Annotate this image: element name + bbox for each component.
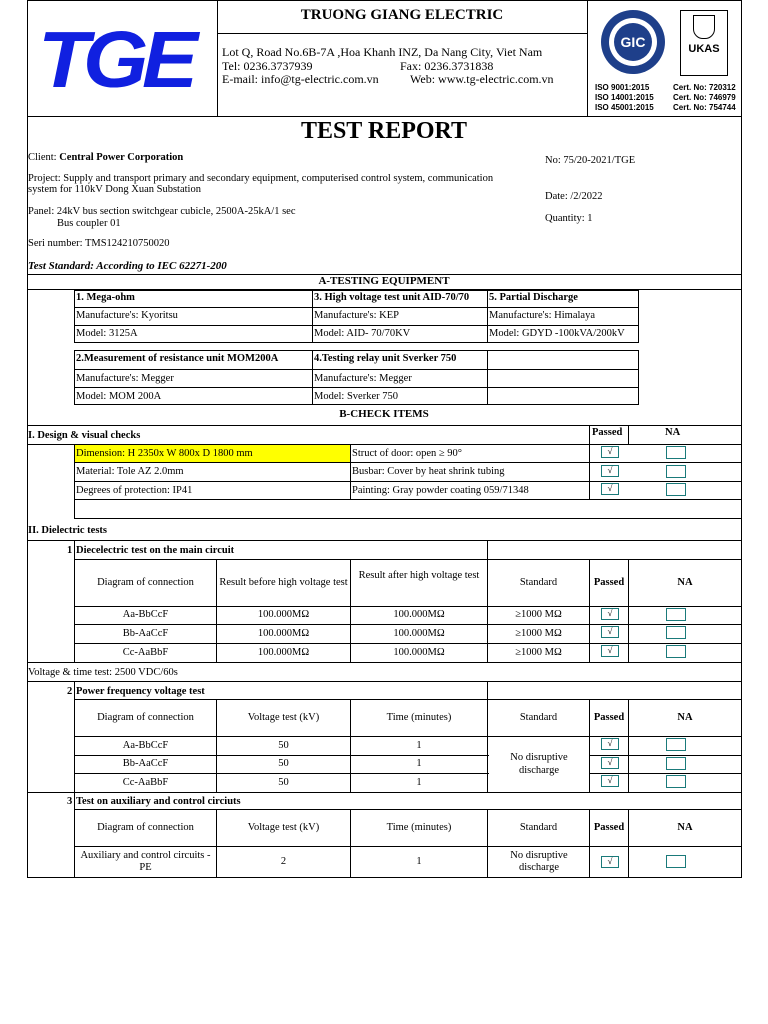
report-number: No: 75/20-2021/TGE <box>545 155 636 166</box>
table-cell: 50 <box>278 776 289 788</box>
gic-cert-logo: GIC <box>601 10 665 74</box>
na-checkbox[interactable] <box>666 855 686 868</box>
header-divider <box>217 33 587 34</box>
equipment-manufacturer: Manufacture's: Himalaya <box>489 310 595 321</box>
equipment-model: Model: GDYD -100kVA/200kV <box>489 328 625 339</box>
passed-checkbox[interactable]: √ <box>601 645 619 657</box>
table-cell: Cc-AaBbF <box>122 776 169 788</box>
design-item: Struct of door: open ≥ 90° <box>352 448 462 459</box>
passed-checkbox[interactable]: √ <box>601 856 619 868</box>
company-name: TRUONG GIANG ELECTRIC <box>300 7 504 23</box>
table-cell: 50 <box>278 758 289 770</box>
na-checkbox[interactable] <box>666 775 686 788</box>
bus-coupler: Bus coupler 01 <box>57 218 121 229</box>
equipment-model: Model: Sverker 750 <box>314 391 398 402</box>
passed-checkbox[interactable]: √ <box>601 465 619 477</box>
passed-checkbox[interactable]: √ <box>601 775 619 787</box>
design-checks-title: I. Design & visual checks <box>28 430 141 441</box>
equipment-heading: A-TESTING EQUIPMENT <box>318 275 450 287</box>
passed-checkbox[interactable]: √ <box>601 446 619 458</box>
test-number: 1 <box>67 545 73 556</box>
na-header: NA <box>665 427 681 438</box>
page-border-right <box>741 117 742 878</box>
table-cell: 2 <box>280 855 287 867</box>
company-logo: TGE <box>38 15 192 104</box>
dielectric-title: II. Dielectric tests <box>28 525 108 536</box>
table-header: Diagram of connection <box>97 711 194 723</box>
table-header: Standard <box>519 576 558 588</box>
table-cell: 100.000MΩ <box>393 609 445 621</box>
quantity: Quantity: 1 <box>545 213 593 224</box>
client-line <box>28 152 183 164</box>
design-item: Material: Tole AZ 2.0mm <box>76 466 184 477</box>
table-cell: 100.000MΩ <box>393 627 445 639</box>
cert-iso: ISO 9001:2015 <box>595 83 650 92</box>
design-item: Dimension: H 2350x W 800x D 1800 mm <box>76 448 253 459</box>
equipment-model: Model: AID- 70/70KV <box>314 328 411 339</box>
equipment-model: Model: MOM 200A <box>76 391 162 402</box>
client-label: Client: <box>28 152 57 163</box>
table-cell: Bb-AaCcF <box>122 758 169 770</box>
table-cell: No disruptive discharge <box>510 752 568 776</box>
passed-checkbox[interactable]: √ <box>601 757 619 769</box>
serial-number: Seri number: TMS124210750020 <box>28 238 170 249</box>
ukas-cert-logo: UKAS <box>680 10 728 76</box>
na-checkbox[interactable] <box>666 738 686 751</box>
table-cell: ≥1000 MΩ <box>515 627 562 639</box>
table-cell: ≥1000 MΩ <box>515 609 562 621</box>
table-header: Standard <box>519 821 558 833</box>
equipment-title: 2.Measurement of resistance unit MOM200A <box>76 353 279 364</box>
report-date: Date: /2/2022 <box>545 191 603 202</box>
na-checkbox[interactable] <box>666 757 686 770</box>
cert-no: Cert. No: 754744 <box>673 103 736 112</box>
project-line-2: system for 110kV Dong Xuan Substation <box>28 184 201 195</box>
table-cell: Cc-AaBbF <box>122 646 169 658</box>
test-title: Power frequency voltage test <box>76 686 205 697</box>
table-cell: 50 <box>278 739 289 751</box>
table-header: NA <box>677 821 693 833</box>
company-fax: Fax: 0236.3731838 <box>400 59 494 73</box>
passed-checkbox[interactable]: √ <box>601 608 619 620</box>
equipment-model: Model: 3125A <box>76 328 138 339</box>
table-cell: No disruptive discharge <box>510 849 568 873</box>
header-divider <box>587 0 588 117</box>
equipment-title: 3. High voltage test unit AID-70/70 <box>314 292 470 303</box>
table-header: Time (minutes) <box>386 821 452 833</box>
company-web: Web: www.tg-electric.com.vn <box>410 72 554 86</box>
test-number: 3 <box>67 796 73 807</box>
equipment-title: 4.Testing relay unit Sverker 750 <box>314 353 457 364</box>
client-name: Central Power Corporation <box>59 152 184 163</box>
table-cell: 100.000MΩ <box>393 646 445 658</box>
table-cell: 1 <box>416 776 422 788</box>
table-header: NA <box>677 711 693 723</box>
passed-checkbox[interactable]: √ <box>601 738 619 750</box>
table-cell: Aa-BbCcF <box>122 609 169 621</box>
company-address: Lot Q, Road No.6B-7A ,Hoa Khanh INZ, Da Nang City, Viet Nam <box>222 45 543 59</box>
na-checkbox[interactable] <box>666 608 686 621</box>
design-item: Painting: Gray powder coating 059/71348 <box>352 485 529 496</box>
design-item: Degrees of protection: IP41 <box>76 485 193 496</box>
test-title: Diecelectric test on the main circuit <box>76 545 235 556</box>
na-checkbox[interactable] <box>666 626 686 639</box>
equipment-title: 5. Partial Discharge <box>489 292 578 303</box>
table-header: Passed <box>593 711 625 723</box>
company-email: E-mail: info@tg-electric.com.vn <box>222 72 379 86</box>
passed-checkbox[interactable]: √ <box>601 483 619 495</box>
table-cell: ≥1000 MΩ <box>515 646 562 658</box>
table-cell: 100.000MΩ <box>257 646 310 658</box>
project-line-1: Project: Supply and transport primary and secondary equipment, computerised control system, communication <box>28 173 494 184</box>
table-cell: 1 <box>416 758 422 770</box>
table-cell: 1 <box>416 855 422 867</box>
cert-list <box>595 83 740 113</box>
table-header: Time (minutes) <box>386 711 452 723</box>
na-checkbox[interactable] <box>666 465 686 478</box>
test-standard: Test Standard: According to IEC 62271-200 <box>28 260 227 272</box>
equipment-title: 1. Mega-ohm <box>76 292 135 303</box>
table-cell: Bb-AaCcF <box>122 627 169 639</box>
test-number: 2 <box>67 686 73 697</box>
equipment-manufacturer: Manufacture's: KEP <box>314 310 399 321</box>
cert-no: Cert. No: 720312 <box>673 83 736 92</box>
company-tel: Tel: 0236.3737939 <box>222 59 313 73</box>
table-header: Voltage test (kV) <box>247 711 320 723</box>
passed-checkbox[interactable]: √ <box>601 626 619 638</box>
table-header: Passed <box>593 821 625 833</box>
table-header: Result before high voltage test <box>219 576 348 588</box>
check-heading: B-CHECK ITEMS <box>339 408 429 420</box>
table-cell: 100.000MΩ <box>257 627 310 639</box>
table-header: NA <box>677 576 693 588</box>
table-cell: Auxiliary and control circuits - PE <box>80 849 211 873</box>
cert-no: Cert. No: 746979 <box>673 93 736 102</box>
table-cell: 100.000MΩ <box>257 609 310 621</box>
design-item: Busbar: Cover by heat shrink tubing <box>352 466 505 477</box>
table-header: Standard <box>519 711 558 723</box>
equipment-manufacturer: Manufacture's: Kyoritsu <box>76 310 178 321</box>
table-cell: 1 <box>416 739 422 751</box>
table-header: Diagram of connection <box>97 821 194 833</box>
table-header: Diagram of connection <box>97 576 194 588</box>
cert-iso: ISO 45001:2015 <box>595 103 654 112</box>
table-header: Result after high voltage test <box>358 570 480 581</box>
page-title: TEST REPORT <box>300 118 468 144</box>
table-cell: Aa-BbCcF <box>122 739 169 751</box>
voltage-time-note: Voltage & time test: 2500 VDC/60s <box>28 667 178 678</box>
equipment-manufacturer: Manufacture's: Megger <box>76 373 174 384</box>
cert-iso: ISO 14001:2015 <box>595 93 654 102</box>
passed-header: Passed <box>592 427 623 438</box>
na-checkbox[interactable] <box>666 645 686 658</box>
na-checkbox[interactable] <box>666 446 686 459</box>
table-header: Voltage test (kV) <box>247 821 320 833</box>
page-border-left <box>27 117 28 878</box>
test-title: Test on auxiliary and control circiuts <box>76 796 241 807</box>
panel-line: Panel: 24kV bus section switchgear cubicle, 2500A-25kA/1 sec <box>28 206 296 217</box>
na-checkbox[interactable] <box>666 483 686 496</box>
table-header: Passed <box>593 576 625 588</box>
equipment-manufacturer: Manufacture's: Megger <box>314 373 412 384</box>
